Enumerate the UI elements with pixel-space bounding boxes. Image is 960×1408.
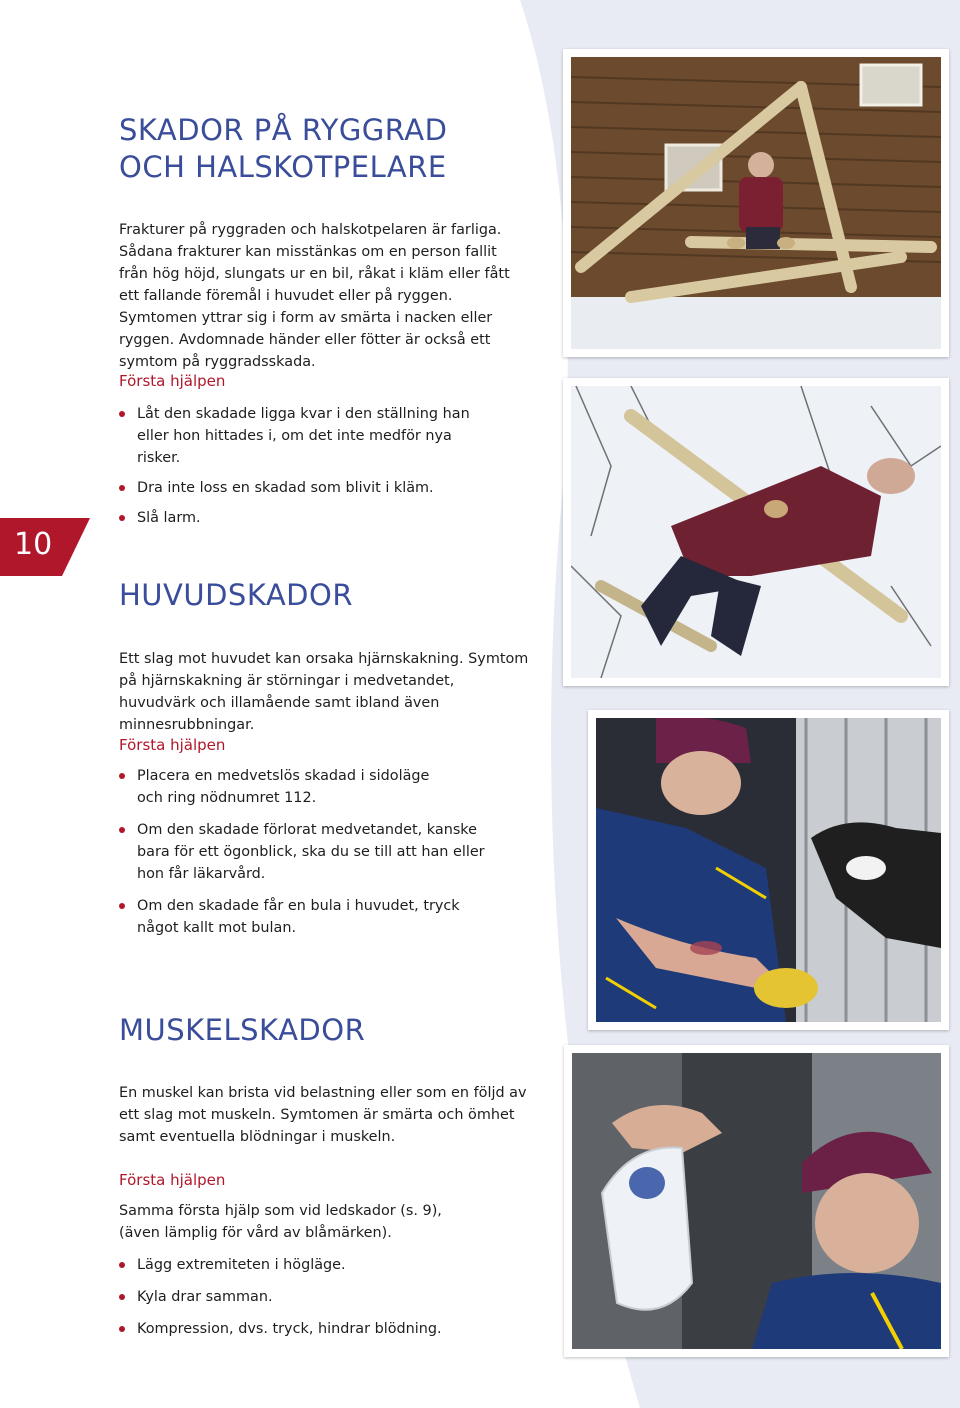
list-item: Slå larm. bbox=[119, 507, 529, 529]
bullet-dot bbox=[119, 903, 125, 909]
list-item: Låt den skadade ligga kvar i den ställning han eller hon hittades i, om det inte medför nya risker. bbox=[119, 403, 497, 469]
list-item: Lägg extremiteten i högläge. bbox=[119, 1254, 529, 1276]
bullet-dot bbox=[119, 1326, 125, 1332]
heading-head-injuries: HUVUDSKADOR bbox=[119, 578, 353, 612]
head-first-aid-label: Första hjälpen bbox=[119, 736, 226, 754]
bullet-dot bbox=[119, 827, 125, 833]
photo-man-in-snow bbox=[563, 378, 949, 686]
head-paragraph: Ett slag mot huvudet kan orsaka hjärnskakning. Symtom på hjärnskakning är störningar i medvetandet, huvudvärk och illamående samt ibland även minnesrubbningar. bbox=[119, 651, 529, 733]
photo-ice-image bbox=[572, 1053, 941, 1349]
photo-scaffold-image bbox=[571, 57, 941, 349]
bullet-dot bbox=[119, 515, 125, 521]
bullet-dot bbox=[119, 411, 125, 417]
heading-spine-line2: OCH HALSKOTPELARE bbox=[119, 150, 447, 184]
list-item: Placera en medvetslös skadad i sidoläge och ring nödnumret 112. bbox=[119, 765, 437, 809]
photo-arm-image bbox=[596, 718, 941, 1022]
spine-bullets bbox=[119, 403, 529, 529]
spine-first-aid-label: Första hjälpen bbox=[119, 372, 226, 390]
photo-scaffold-fall bbox=[563, 49, 949, 357]
page-number: 10 bbox=[14, 527, 53, 562]
spine-paragraph: Frakturer på ryggraden och halskotpelaren är farliga. Sådana frakturer kan misstänkas om en person fallit från hög höjd, slungats ur en bil, råkat i kläm eller fått ett fallande föremål i huvudet eller på ryggen. Symtomen yttrar sig i form av smärta i nacken eller ryggen. Avdomnade händer eller fötter är också ett symtom på ryggradsskada. bbox=[119, 222, 510, 370]
bullet-dot bbox=[119, 485, 125, 491]
muscle-first-aid-label: Första hjälpen bbox=[119, 1171, 226, 1189]
muscle-paragraph: En muskel kan brista vid belastning eller som en följd av ett slag mot muskeln. Symtomen är smärta och ömhet samt eventuella blödningar i muskeln. bbox=[119, 1085, 527, 1145]
list-item: Kompression, dvs. tryck, hindrar blödning. bbox=[119, 1318, 529, 1340]
list-item: Kyla drar samman. bbox=[119, 1286, 529, 1308]
muscle-intro: Samma första hjälp som vid ledskador (s. 9), (även lämplig för vård av blåmärken). bbox=[119, 1203, 442, 1241]
list-item: Om den skadade förlorat medvetandet, kanske bara för ett ögonblick, ska du se till att han eller hon får läkarvård. bbox=[119, 819, 507, 885]
photo-bruised-arm bbox=[588, 710, 949, 1030]
list-item: Dra inte loss en skadad som blivit i kläm. bbox=[119, 477, 529, 499]
heading-muscle-injuries: MUSKELSKADOR bbox=[119, 1013, 366, 1047]
head-bullets bbox=[119, 765, 499, 939]
photo-ice-bag bbox=[564, 1045, 949, 1357]
list-item: Om den skadade får en bula i huvudet, tryck något kallt mot bulan. bbox=[119, 895, 477, 939]
bullet-dot bbox=[119, 1294, 125, 1300]
photo-snow-image bbox=[571, 386, 941, 678]
muscle-bullets bbox=[119, 1254, 529, 1340]
bullet-dot bbox=[119, 1262, 125, 1268]
bullet-dot bbox=[119, 773, 125, 779]
heading-spine-line1: SKADOR PÅ RYGGRAD bbox=[119, 113, 448, 147]
